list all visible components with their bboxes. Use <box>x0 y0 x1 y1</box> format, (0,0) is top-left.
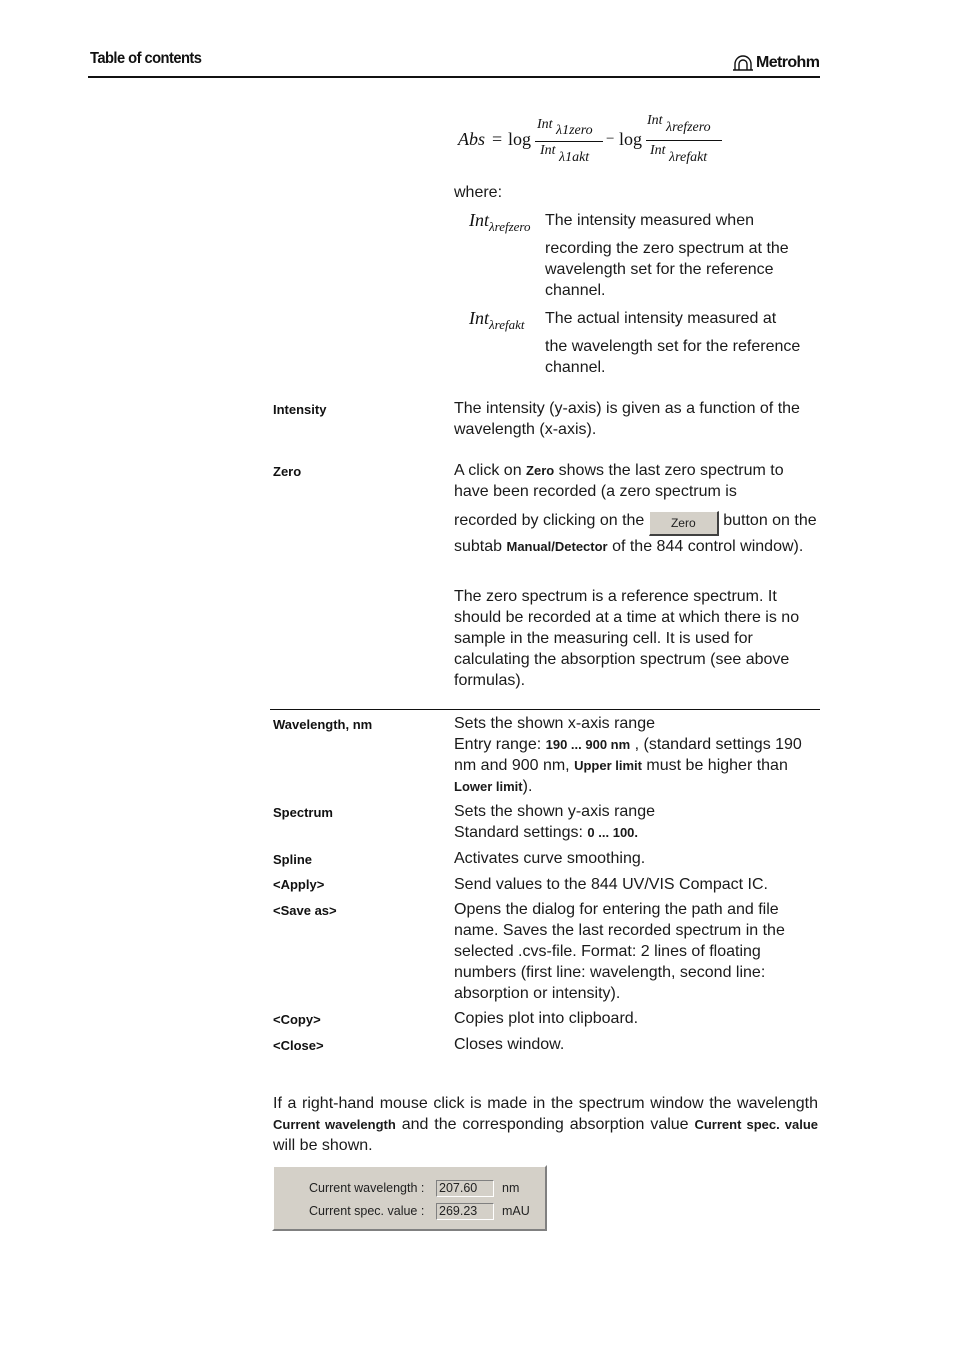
current-spec-value-label: Current spec. value : <box>309 1204 425 1218</box>
frac2-den-int: Int <box>650 143 666 158</box>
brand-logo <box>733 54 819 72</box>
text: Entry range: <box>454 736 546 753</box>
frac1-bar <box>535 141 603 142</box>
text: Sets the shown x-axis range <box>454 715 655 732</box>
header-rule <box>88 76 820 78</box>
spectrum-label: Spectrum <box>273 805 333 820</box>
saveas-label: <Save as> <box>273 903 337 918</box>
text: shows the last zero spectrum to have been recorded (a zero spectrum is <box>454 462 784 500</box>
apply-label: <Apply> <box>273 877 325 892</box>
current-spec-value-field[interactable]: 269.23 <box>436 1203 494 1220</box>
text: will be shown. <box>273 1137 373 1154</box>
where-sym-refzero <box>469 210 531 234</box>
text: ). <box>522 778 533 795</box>
brand-name: Metrohm <box>756 54 820 71</box>
zero-label: Zero <box>273 464 302 479</box>
where-sym-refakt <box>469 308 525 332</box>
where-label: where: <box>454 184 503 201</box>
page-header-title: Table of contents <box>90 50 202 67</box>
close-label: <Close> <box>273 1038 324 1053</box>
manual-detector-ref: Manual/Detector <box>506 539 608 554</box>
current-wavelength-field[interactable]: 207.60 <box>436 1180 494 1197</box>
current-wavelength-unit: nm <box>502 1181 520 1195</box>
copy-label: <Copy> <box>273 1012 321 1027</box>
formula-log-2: log <box>619 129 643 149</box>
frac1-den-sub: λ1akt <box>559 150 590 165</box>
intensity-text: The intensity (y-axis) is given as a function of the wavelength (x-axis). <box>454 400 800 438</box>
copy-text: Copies plot into clipboard. <box>454 1010 639 1027</box>
formula-equals: = <box>492 129 503 149</box>
metrohm-logo-icon <box>733 55 753 71</box>
text: A click on <box>454 462 527 479</box>
upper-limit-ref: Upper limit <box>574 758 642 773</box>
zero-button[interactable]: Zero <box>649 511 719 536</box>
text: of the 844 control window). <box>607 538 804 555</box>
current-spec-value-ref: Current spec. value <box>694 1117 819 1132</box>
frac1-num-sub: λ1zero <box>556 123 593 138</box>
sym-sub: λrefzero <box>489 219 531 234</box>
current-wavelength-label: Current wavelength : <box>309 1181 425 1195</box>
frac2-den-sub: λrefakt <box>669 150 708 165</box>
text: Standard settings: <box>454 824 588 841</box>
frac1-den-int: Int <box>540 143 556 158</box>
desc-line1: The intensity measured when <box>545 212 754 229</box>
where-desc-refakt <box>545 308 820 378</box>
wavelength-label: Wavelength, nm <box>273 717 373 732</box>
formula-lhs: Abs <box>458 129 485 149</box>
sym-sub: λrefakt <box>489 317 525 332</box>
spline-text: Activates curve smoothing. <box>454 850 646 867</box>
frac2-num-int: Int <box>647 113 663 128</box>
sym-int: Int <box>469 308 489 328</box>
spectrum-text <box>454 801 820 843</box>
formula-minus: − <box>606 131 615 147</box>
zero-paragraph-1 <box>454 460 820 557</box>
close-text: Closes window. <box>454 1036 565 1053</box>
text: and the corresponding absorption value <box>395 1116 695 1133</box>
text: Sets the shown y-axis range <box>454 803 655 820</box>
intensity-label: Intensity <box>273 402 327 417</box>
absorbance-formula <box>458 112 738 174</box>
current-spec-value-unit: mAU <box>502 1204 530 1218</box>
desc-rest: the wavelength set for the reference channel. <box>545 338 801 376</box>
saveas-text: Opens the dialog for entering the path and file name. Saves the last recorded spectrum in the selected .cvs-file. Format: 2 lines of floating numbers (first line: wavelength, second line: absorption or intensity). <box>454 901 785 1002</box>
lower-limit-ref: Lower limit <box>454 779 523 794</box>
text: button on the subtab <box>454 512 817 555</box>
frac2-bar <box>646 140 722 141</box>
formula-log-1: log <box>508 129 532 149</box>
standard-range-value: 0 ... 100. <box>587 825 639 840</box>
zero-ref: Zero <box>526 463 555 478</box>
desc-line1: The actual intensity measured at <box>545 310 777 327</box>
spline-label: Spline <box>273 852 313 867</box>
wavelength-text <box>454 713 820 797</box>
range-value: 190 ... 900 nm <box>545 737 631 752</box>
where-desc-refzero <box>545 210 820 301</box>
zero-paragraph-2: The zero spectrum is a reference spectrum. It should be recorded at a time at which there is no sample in the measuring cell. It is used for calculating the absorption spectrum (see above formulas). <box>454 588 800 689</box>
sym-int: Int <box>469 210 489 230</box>
section-rule <box>270 709 820 710</box>
text: recorded by clicking on the <box>454 512 649 529</box>
apply-text: Send values to the 844 UV/VIS Compact IC. <box>454 876 768 893</box>
rightclick-paragraph <box>273 1093 818 1156</box>
current-wavelength-ref: Current wavelength <box>273 1117 396 1132</box>
frac1-num-int: Int <box>537 117 553 132</box>
desc-rest: recording the zero spectrum at the wavelength set for the reference channel. <box>545 240 789 299</box>
frac2-num-sub: λrefzero <box>666 120 711 135</box>
text: If a right-hand mouse click is made in the spectrum window the wavelength <box>273 1095 818 1112</box>
current-values-panel <box>272 1165 547 1231</box>
text: , (standard settings 190 nm and 900 nm, <box>454 736 802 774</box>
text: must be higher than <box>641 757 788 774</box>
